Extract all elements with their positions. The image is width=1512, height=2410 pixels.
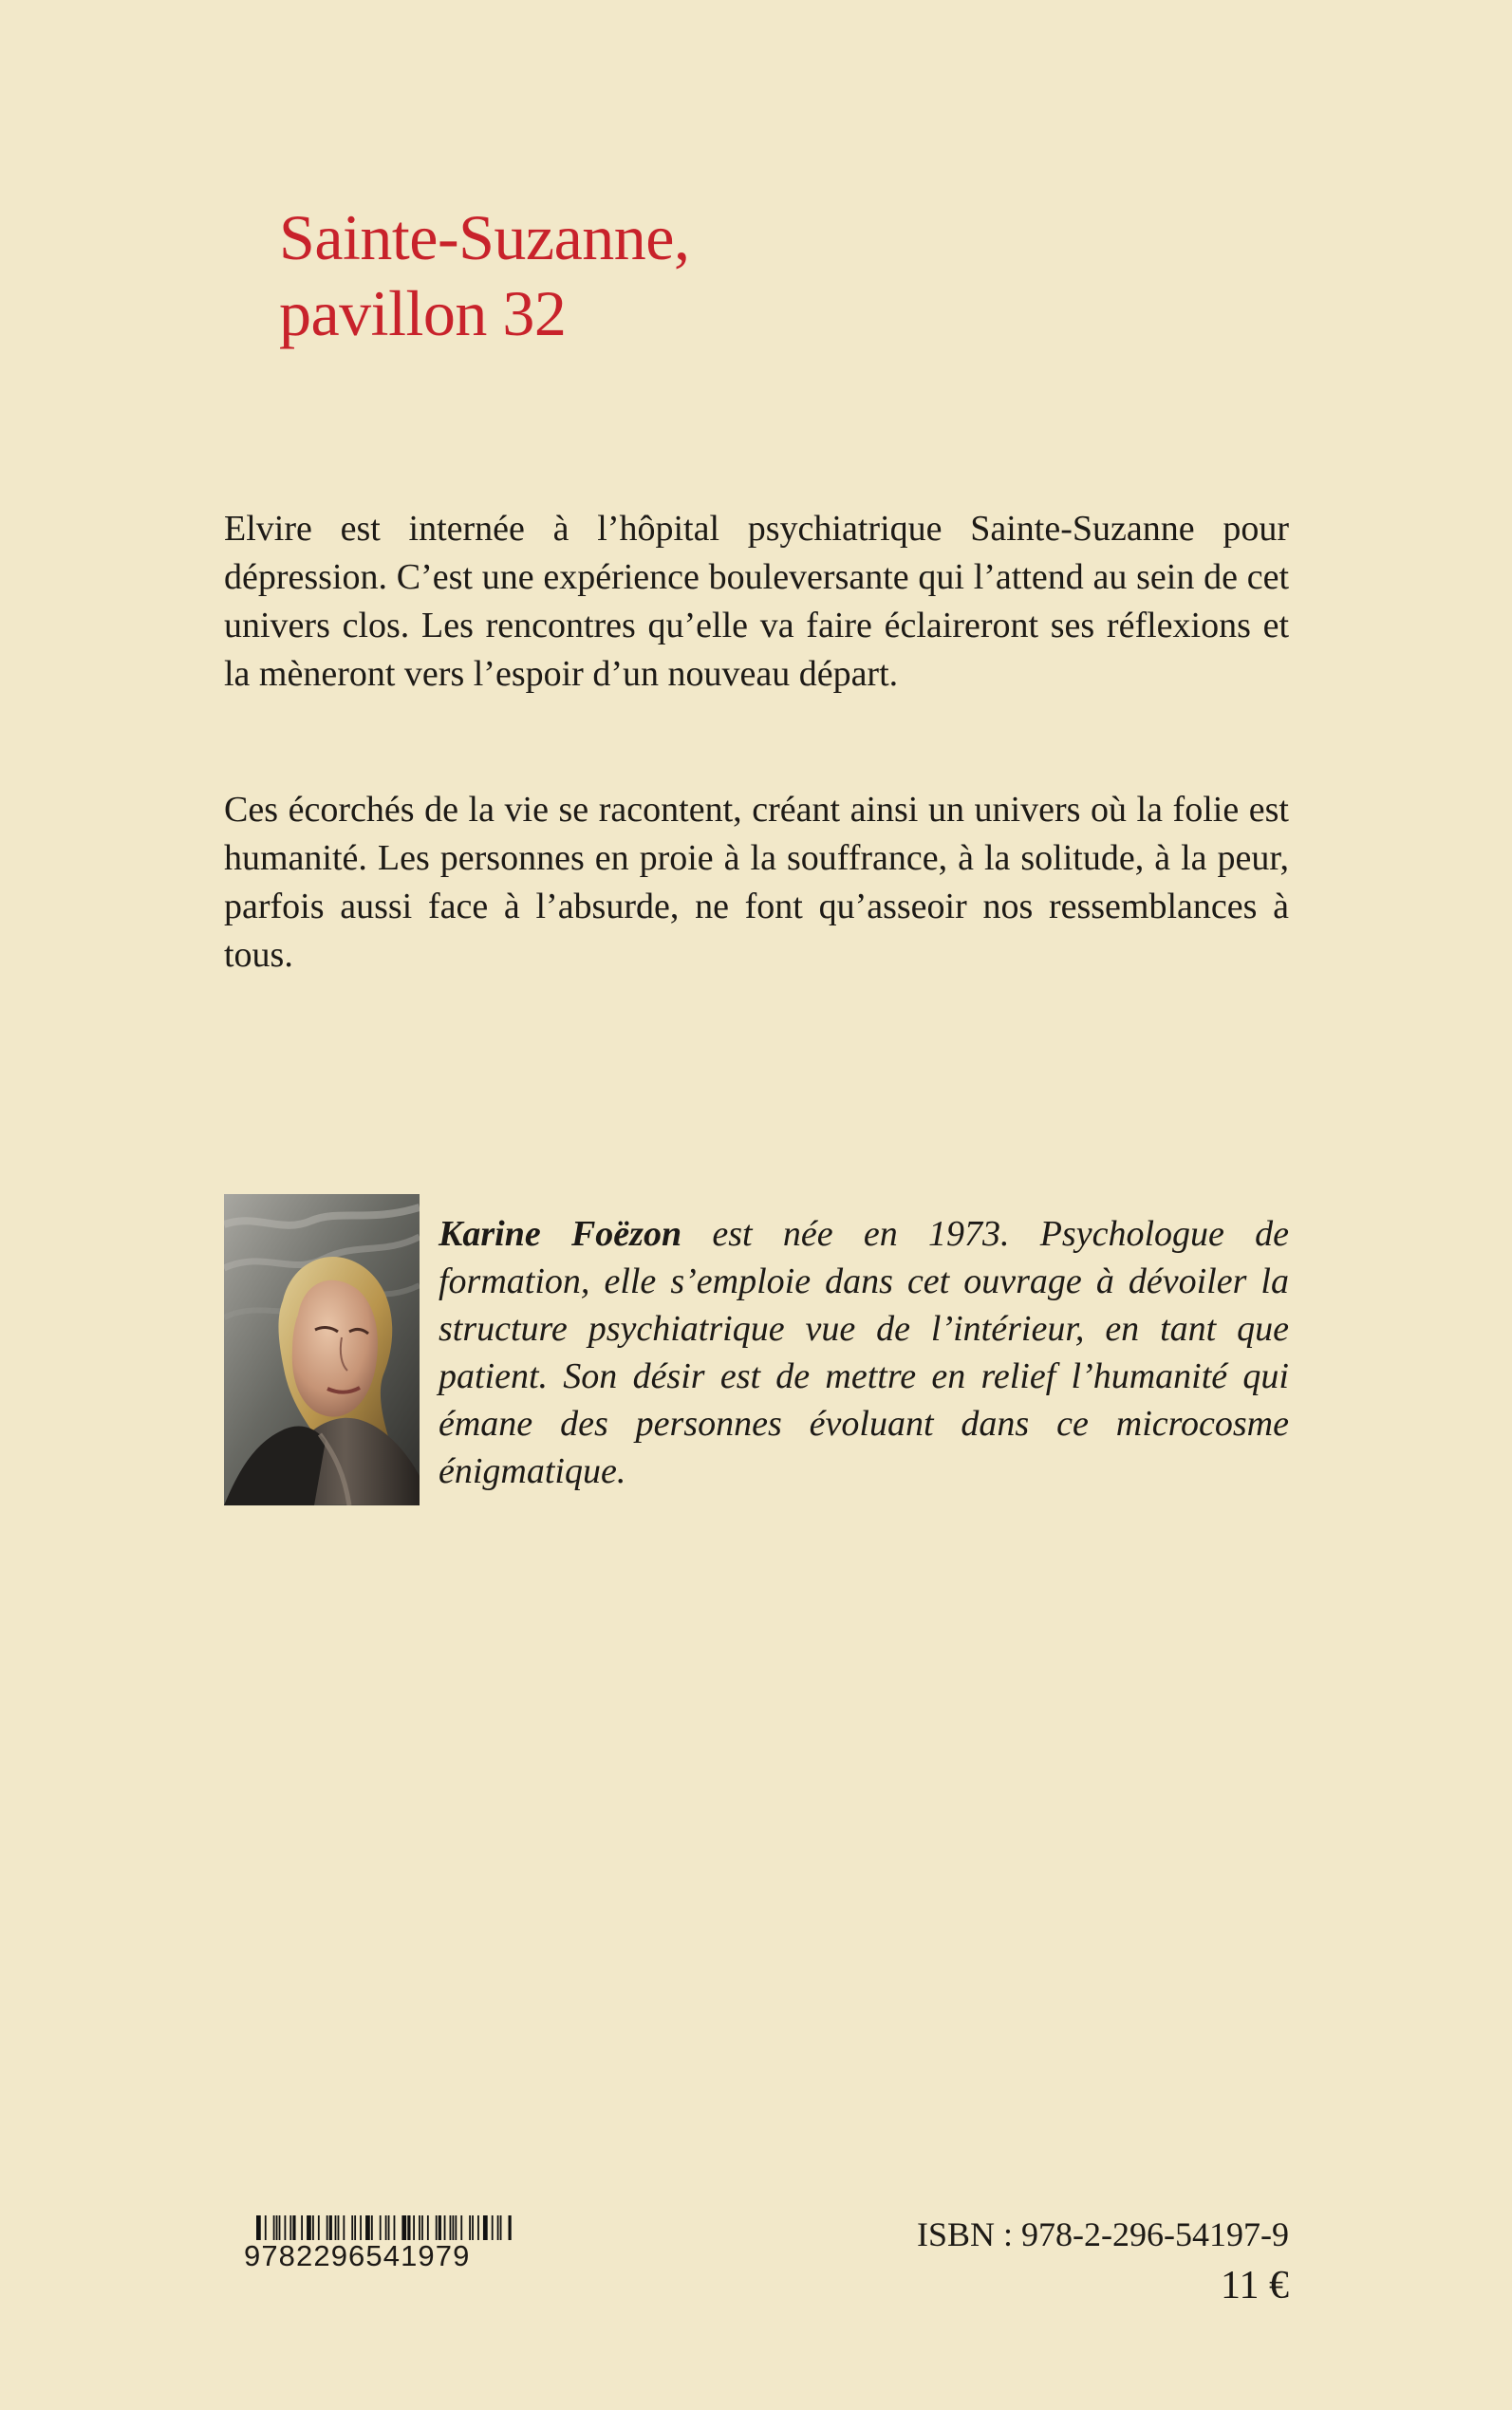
summary-paragraph-2: Ces écorchés de la vie se racontent, créant ainsi un univers où la folie est humanité. Les personnes en proie à la souffrance, à la solitude, à la peur, parfois aussi face à l’absurde, ne font qu’asseoir nos ressemblances à tous.: [224, 790, 1289, 975]
isbn: ISBN : 978-2-296-54197-9: [917, 2215, 1289, 2253]
author-photo: [224, 1194, 420, 1505]
book-title-line-1: Sainte-Suzanne,: [279, 201, 690, 273]
book-title-line-2: pavillon 32: [279, 277, 567, 349]
summary-paragraph-1: Elvire est internée à l’hôpital psychiatrique Sainte-Suzanne pour dépression. C’est une expérience bouleversante qui l’attend au sein de cet univers clos. Les rencontres qu’elle va faire éclaireront ses réflexions et la mèneront vers l’espoir d’un nouveau départ.: [224, 509, 1289, 694]
book-title: [279, 199, 689, 351]
author-name: Karine Foëzon: [439, 1214, 682, 1254]
author-description: est née en 1973. Psychologue de formation, elle s’emploie dans cet ouvrage à dévoiler la structure psychiatrique vue de l’intérieur, en tant que patient. Son désir est de mettre en relief l’humanité qui émane des personnes évoluant dans ce microcosme énigmatique.: [439, 1214, 1289, 1491]
author-bio: [439, 1210, 1289, 1495]
price: 11 €: [1221, 2264, 1289, 2307]
barcode-number: 9782296541979: [243, 2240, 534, 2272]
